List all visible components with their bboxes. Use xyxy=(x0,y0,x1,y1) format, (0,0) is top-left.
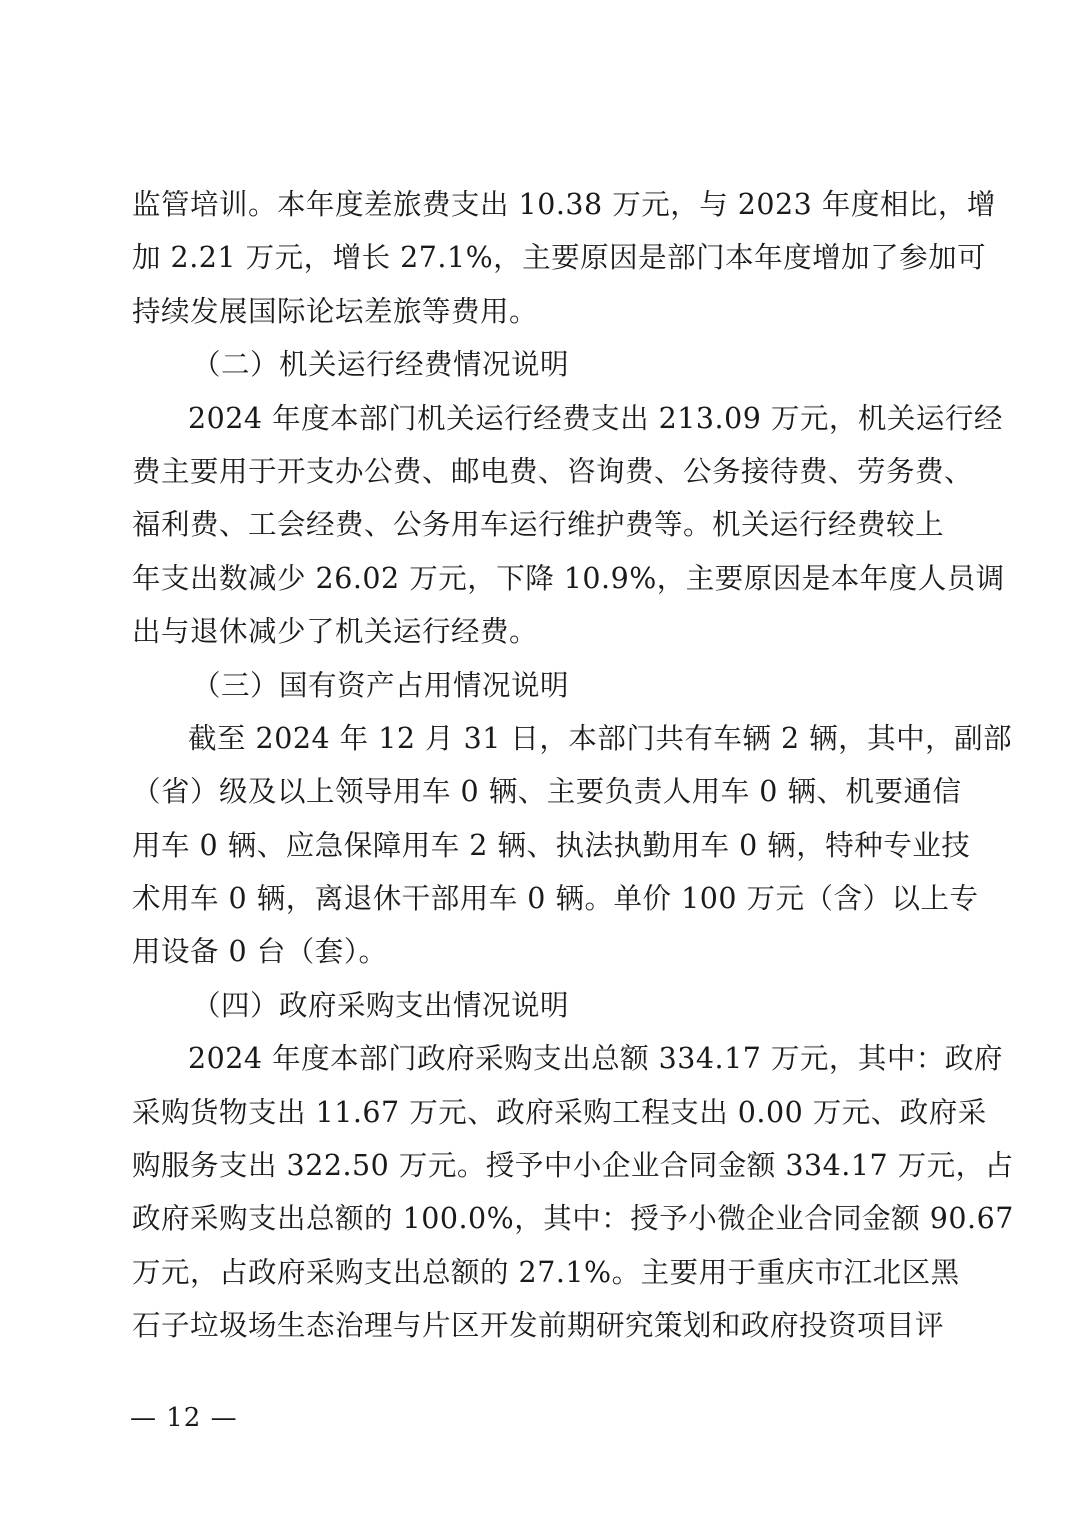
text-line: 监管培训。本年度差旅费支出 10.38 万元，与 2023 年度相比，增 xyxy=(132,188,996,221)
text-line: 持续发展国际论坛差旅等费用。 xyxy=(132,294,539,328)
text-line: 加 2.21 万元，增长 27.1%，主要原因是部门本年度增加了参加可 xyxy=(132,241,987,275)
page-number: — 12 — xyxy=(130,1403,238,1433)
text-line: 石子垃圾场生态治理与片区开发前期研究策划和政府投资项目评 xyxy=(132,1309,945,1343)
text-line: 采购货物支出 11.67 万元、政府采购工程支出 0.00 万元、政府采 xyxy=(132,1095,987,1129)
section-heading: （二）机关运行经费情况说明 xyxy=(192,348,570,382)
text-line: 福利费、工会经费、公务用车运行维护费等。机关运行经费较上 xyxy=(132,508,945,542)
paragraph-start-line: 2024 年度本部门政府采购支出总额 334.17 万元，其中：政府 xyxy=(188,1042,1003,1076)
section-heading: （四）政府采购支出情况说明 xyxy=(192,988,570,1022)
paragraph-start-line: 截至 2024 年 12 月 31 日，本部门共有车辆 2 辆，其中，副部 xyxy=(188,721,1013,755)
text-line: 用设备 0 台（套）。 xyxy=(132,935,388,969)
text-line: 费主要用于开支办公费、邮电费、咨询费、公务接待费、劳务费、 xyxy=(132,454,974,488)
text-line: 术用车 0 辆，离退休干部用车 0 辆。单价 100 万元（含）以上专 xyxy=(132,882,979,916)
text-line: 购服务支出 322.50 万元。授予中小企业合同金额 334.17 万元，占 xyxy=(132,1149,1014,1183)
text-line: 万元，占政府采购支出总额的 27.1%。主要用于重庆市江北区黑 xyxy=(132,1255,960,1289)
body-text xyxy=(132,178,1014,1353)
text-line: 年支出数减少 26.02 万元，下降 10.9%，主要原因是本年度人员调 xyxy=(132,561,1005,595)
text-line: 出与退休减少了机关运行经费。 xyxy=(132,615,539,649)
text-line: 用车 0 辆、应急保障用车 2 辆、执法执勤用车 0 辆，特种专业技 xyxy=(132,828,971,862)
text-line: 政府采购支出总额的 100.0%，其中：授予小微企业合同金额 90.67 xyxy=(132,1202,1014,1236)
paragraph-start-line: 2024 年度本部门机关运行经费支出 213.09 万元，机关运行经 xyxy=(188,401,1003,435)
section-heading: （三）国有资产占用情况说明 xyxy=(192,668,570,702)
text-line: （省）级及以上领导用车 0 辆、主要负责人用车 0 辆、机要通信 xyxy=(132,775,962,809)
